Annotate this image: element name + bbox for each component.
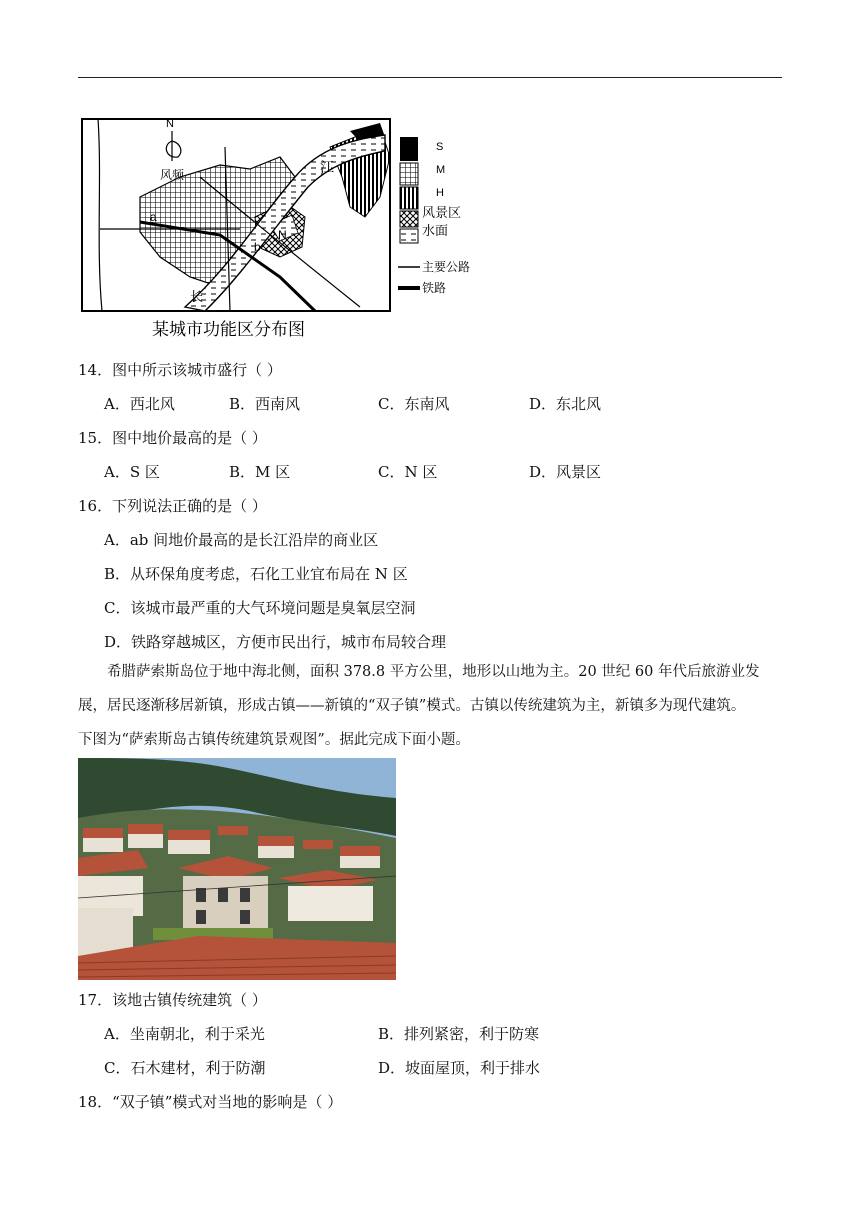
- q14-option-b[interactable]: B．西南风: [229, 395, 301, 413]
- city-function-map: [80, 117, 490, 345]
- q17-option-d[interactable]: D．坡面屋顶，利于排水: [378, 1059, 541, 1077]
- question-18: 18．“双子镇”模式对当地的影响是（ ）: [78, 1093, 343, 1111]
- legend-m: M: [436, 164, 446, 176]
- q17-option-a[interactable]: A．坐南朝北，利于采光: [104, 1025, 265, 1043]
- question-16: 16．下列说法正确的是（ ）: [78, 497, 267, 515]
- q14-option-c[interactable]: C．东南风: [378, 395, 450, 413]
- q14-option-d[interactable]: D．东北风: [529, 395, 602, 413]
- legend-h: H: [436, 187, 444, 199]
- map-caption: 某城市功能区分布图: [152, 320, 305, 340]
- river-label: 江: [320, 160, 334, 176]
- q16-option-a[interactable]: A．ab 间地价最高的是长江沿岸的商业区: [104, 531, 379, 549]
- q16-option-c[interactable]: C．该城市最严重的大气环境问题是臭氧层空洞: [104, 599, 416, 617]
- header-rule: [78, 77, 782, 78]
- legend-scenic: 风景区: [422, 206, 462, 221]
- zone-n-label: N: [278, 228, 287, 242]
- passage-line-1: 希腊萨索斯岛位于地中海北侧，面积 378.8 平方公里，地形以山地为主。20 世纪 60 年代后旅游业发: [107, 664, 760, 680]
- legend-water: 水面: [422, 224, 449, 239]
- river-chang-label: 长: [190, 290, 204, 305]
- legend-road: 主要公路: [422, 260, 471, 274]
- point-b-label: b: [254, 240, 261, 254]
- point-a-label: a: [150, 210, 157, 224]
- question-14: 14．图中所示该城市盛行（ ）: [78, 361, 282, 379]
- legend-rail: 铁路: [422, 281, 447, 295]
- q17-option-b[interactable]: B．排列紧密，利于防寒: [378, 1025, 540, 1043]
- q15-option-c[interactable]: C．N 区: [378, 463, 438, 481]
- town-landscape-photo: [78, 758, 396, 980]
- passage: [78, 655, 784, 757]
- q15-option-a[interactable]: A．S 区: [104, 463, 160, 481]
- q14-option-a[interactable]: A．西北风: [104, 395, 175, 413]
- q15-option-b[interactable]: B．M 区: [229, 463, 291, 481]
- north-label: N: [166, 118, 174, 130]
- question-17: 17．该地古镇传统建筑（ ）: [78, 991, 267, 1009]
- q17-option-c[interactable]: C．石木建材，利于防潮: [104, 1059, 266, 1077]
- passage-line-3: 下图为“萨索斯岛古镇传统建筑景观图”。据此完成下面小题。: [78, 732, 470, 748]
- wind-rose-label: 风频: [160, 168, 185, 182]
- q15-option-d[interactable]: D．风景区: [529, 463, 602, 481]
- question-15: 15．图中地价最高的是（ ）: [78, 429, 267, 447]
- q16-option-b[interactable]: B．从环保角度考虑，石化工业宜布局在 N 区: [104, 565, 408, 583]
- q16-option-d[interactable]: D．铁路穿越城区，方便市民出行，城市布局较合理: [104, 633, 447, 651]
- legend-s: S: [436, 141, 444, 153]
- passage-line-2: 展，居民逐渐移居新镇，形成古镇——新镇的“双子镇”模式。古镇以传统建筑为主，新镇多为现代建筑。: [78, 698, 746, 714]
